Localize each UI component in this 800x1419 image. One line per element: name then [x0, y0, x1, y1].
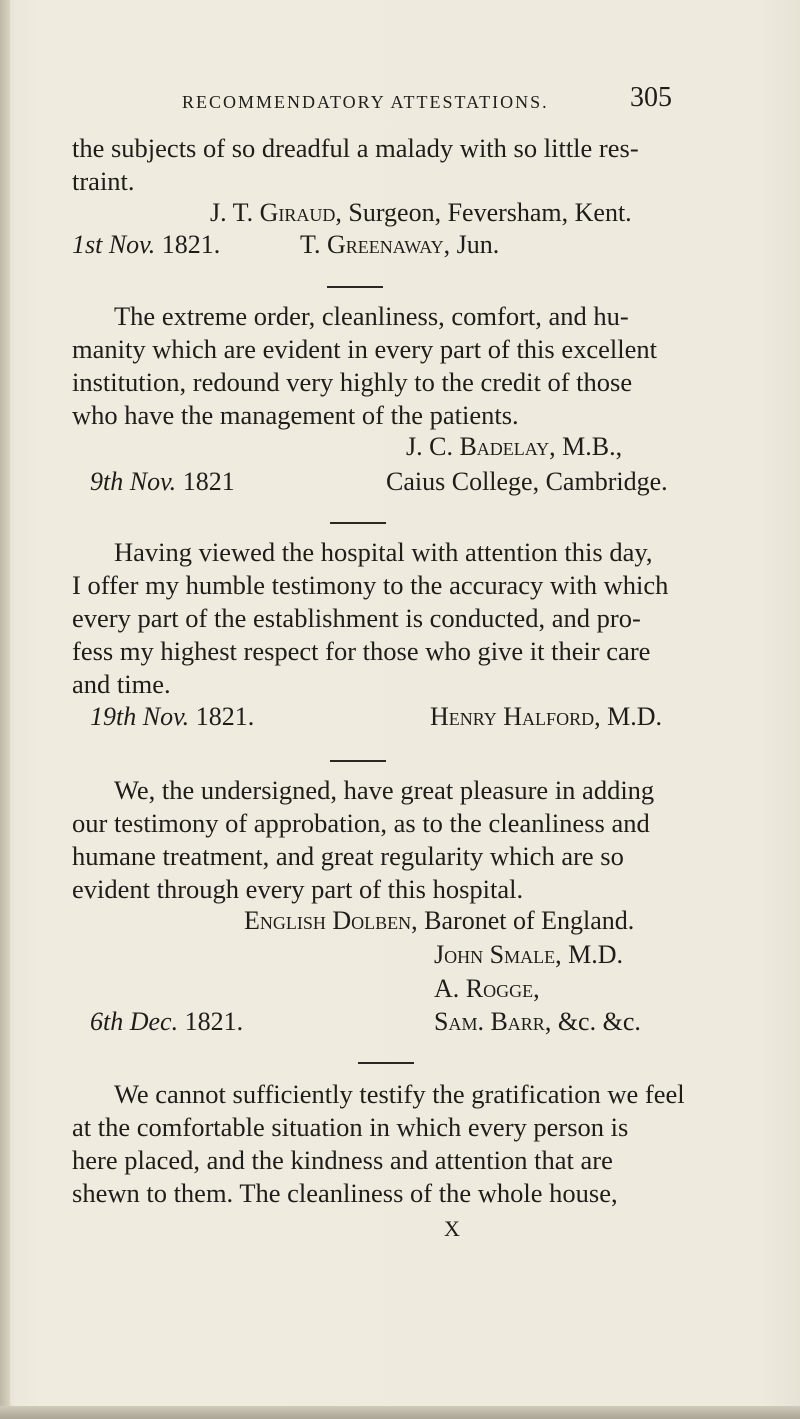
- text-line: fess my highest respect for those who give it their care: [72, 636, 651, 666]
- section-divider: [330, 522, 386, 524]
- signer-detail: M.D.: [561, 940, 623, 969]
- date-day: 19th: [90, 702, 137, 731]
- attestation-2-body: [72, 300, 742, 432]
- attestation-1-signature-1: [210, 198, 632, 228]
- attestation-1-signature-2: [300, 230, 499, 260]
- text-line: every part of the establishment is conducted, and pro-: [72, 603, 641, 633]
- attestation-3-body: [72, 536, 742, 701]
- signer-name: Henry Halford,: [430, 702, 601, 731]
- date-month: Nov.: [136, 702, 190, 731]
- signer-detail: Jun.: [450, 230, 500, 259]
- signer-detail: Surgeon, Feversham, Kent.: [341, 198, 632, 227]
- attestation-4-body: [72, 774, 742, 906]
- attestation-2-signature-2: [386, 467, 668, 497]
- text-line: We, the undersigned, have great pleasure in adding: [114, 775, 655, 805]
- signer-detail: Baronet of England.: [417, 906, 635, 935]
- attestation-4-signature-3: [434, 974, 540, 1004]
- date-year: 1821.: [155, 230, 221, 259]
- signer-detail: &c. &c.: [551, 1007, 641, 1036]
- date-day: 9th: [90, 467, 124, 496]
- section-divider: [330, 760, 386, 762]
- date-day: 1st: [72, 230, 103, 259]
- text-line: shewn to them. The cleanliness of the whole house,: [72, 1178, 618, 1208]
- signature-mark: X: [444, 1216, 460, 1241]
- text-line: and time.: [72, 669, 171, 699]
- text-line: here placed, and the kindness and attention that are: [72, 1145, 613, 1175]
- date-year: 1821: [176, 467, 235, 496]
- attestation-3-date: [90, 702, 254, 732]
- text-line: institution, redound very highly to the credit of those: [72, 367, 633, 397]
- section-divider: [327, 286, 383, 288]
- attestation-2-date: [90, 467, 235, 497]
- text-line: our testimony of approbation, as to the cleanliness and: [72, 808, 650, 838]
- attestation-3-signature-1: [430, 702, 662, 732]
- signer-detail: Caius College, Cambridge.: [386, 467, 668, 496]
- page-header: [0, 78, 800, 118]
- page-number: 305: [630, 82, 672, 113]
- date-year: 1821.: [189, 702, 255, 731]
- running-head: RECOMMENDATORY ATTESTATIONS.: [182, 92, 549, 112]
- text-line: evident through every part of this hospital.: [72, 874, 524, 904]
- text-line: I offer my humble testimony to the accuracy with which: [72, 570, 669, 600]
- text-line: The extreme order, cleanliness, comfort, and hu-: [114, 301, 629, 331]
- text-line: traint.: [72, 166, 135, 196]
- page-spine-shadow: [0, 0, 10, 1419]
- date-day: 6th: [90, 1007, 124, 1036]
- signer-name: Sam. Barr,: [434, 1007, 552, 1036]
- text-line: who have the management of the patients.: [72, 400, 519, 430]
- signer-name: English Dolben,: [244, 906, 418, 935]
- signer-name: John Smale,: [434, 940, 562, 969]
- text-line: Having viewed the hospital with attention this day,: [114, 537, 653, 567]
- signer-detail: M.D.: [600, 702, 662, 731]
- date-month: Nov.: [123, 467, 177, 496]
- attestation-5-body: [72, 1078, 742, 1210]
- signer-name: J. T. Giraud,: [210, 198, 342, 227]
- text-line: humane treatment, and great regularity which are so: [72, 841, 624, 871]
- section-divider: [358, 1062, 414, 1064]
- date-month: Nov.: [102, 230, 156, 259]
- date-month: Dec.: [123, 1007, 179, 1036]
- attestation-4-signature-4: [434, 1007, 641, 1037]
- attestation-2-signature-1: [406, 432, 622, 462]
- text-line: We cannot sufficiently testify the gratification we feel: [114, 1079, 685, 1109]
- attestation-1-date: [72, 230, 220, 260]
- date-year: 1821.: [178, 1007, 244, 1036]
- signer-name: A. Rogge,: [434, 974, 540, 1003]
- signer-detail: M.B.,: [555, 432, 623, 461]
- text-line: at the comfortable situation in which every person is: [72, 1112, 629, 1142]
- text-line: manity which are evident in every part of this excellent: [72, 334, 657, 364]
- attestation-4-signature-2: [434, 940, 623, 970]
- attestation-4-date: [90, 1007, 243, 1037]
- signer-name: T. Greenaway,: [300, 230, 451, 259]
- page-bottom-edge: [0, 1406, 800, 1419]
- attestation-1-body: [72, 132, 742, 198]
- signer-name: J. C. Badelay,: [406, 432, 556, 461]
- attestation-4-signature-1: [244, 906, 634, 936]
- text-line: the subjects of so dreadful a malady with so little res-: [72, 133, 639, 163]
